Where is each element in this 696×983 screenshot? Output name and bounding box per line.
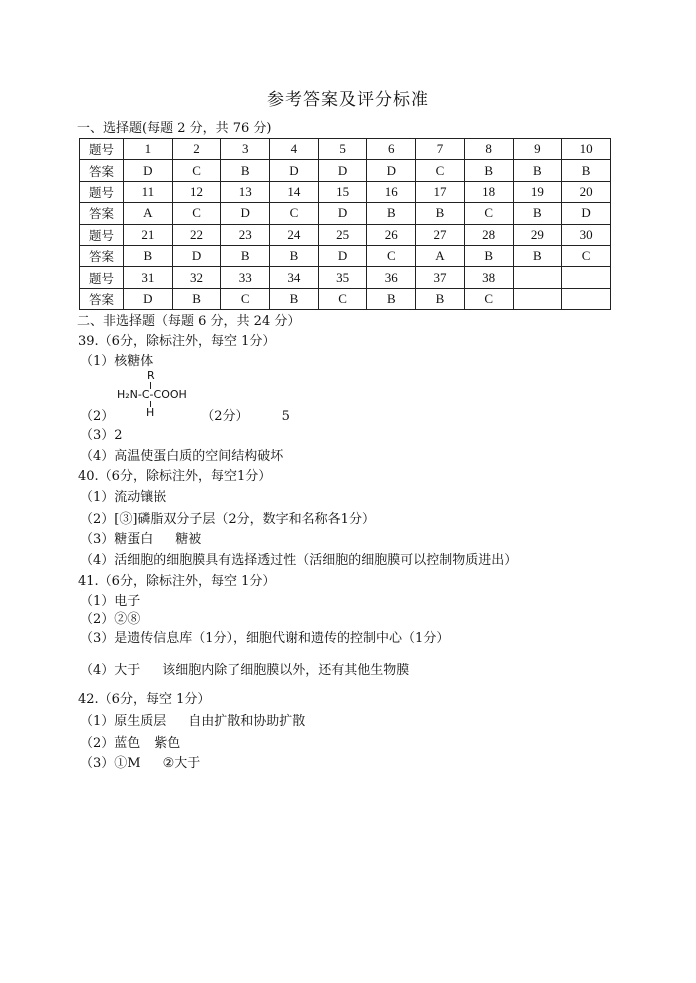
q41-header: 41.（6分，除标注外，每空 1分） (78, 574, 276, 589)
question-number-cell: 10 (562, 139, 611, 160)
question-number-cell: 21 (124, 224, 173, 245)
question-number-cell (562, 267, 611, 288)
answer-cell: B (562, 160, 611, 181)
answer-cell: C (221, 288, 270, 309)
page-title: 参考答案及评分标准 (267, 90, 429, 110)
answer-cell: B (367, 203, 416, 224)
answer-cell: B (464, 245, 513, 266)
formula-backbone: H₂N-C-COOH (117, 388, 187, 401)
row-label-answer: 答案 (80, 288, 124, 309)
formula-h: H (146, 406, 155, 419)
question-number-cell: 24 (270, 224, 319, 245)
question-number-cell: 18 (464, 181, 513, 202)
q40-a3-part1: （3）糖蛋白 (80, 532, 154, 547)
question-number-cell: 8 (464, 139, 513, 160)
answer-cell: B (221, 160, 270, 181)
q42-answer-3 (80, 755, 200, 772)
table-row (80, 267, 611, 288)
question-number-cell: 32 (172, 267, 221, 288)
q40-header: 40.（6分，除标注外，每空1分） (78, 469, 272, 484)
question-number-cell: 1 (124, 139, 173, 160)
section1-heading: 一、选择题(每题 2 分，共 76 分) (77, 121, 272, 136)
question-number-cell: 7 (416, 139, 465, 160)
question-number-cell: 25 (318, 224, 367, 245)
table-row (80, 181, 611, 202)
question-number-cell: 4 (270, 139, 319, 160)
q39-header: 39.（6分，除标注外，每空 1分） (78, 334, 276, 349)
q42-a3-part1: （3）①M (80, 756, 141, 771)
question-number-cell: 37 (416, 267, 465, 288)
table-row (80, 139, 611, 160)
question-number-cell: 12 (172, 181, 221, 202)
question-number-cell: 20 (562, 181, 611, 202)
answer-cell: C (464, 288, 513, 309)
question-number-cell: 34 (270, 267, 319, 288)
answer-cell (562, 288, 611, 309)
q41-a4-part1: （4）大于 (80, 663, 141, 678)
question-number-cell: 6 (367, 139, 416, 160)
answer-cell: C (562, 245, 611, 266)
question-number-cell: 11 (124, 181, 173, 202)
answer-cell: C (318, 288, 367, 309)
answer-cell: D (562, 203, 611, 224)
q42-answer-1 (80, 713, 305, 730)
table-row (80, 245, 611, 266)
formula-r-group: R (147, 369, 155, 382)
answer-cell: D (221, 203, 270, 224)
q42-answer-2 (80, 735, 180, 752)
q39-answer-4: （4）高温使蛋白质的空间结构破坏 (80, 449, 284, 464)
answer-cell: A (124, 203, 173, 224)
row-label-question: 题号 (80, 224, 124, 245)
question-number-cell (513, 267, 562, 288)
question-number-cell: 27 (416, 224, 465, 245)
answer-cell: B (367, 288, 416, 309)
q39-answer-3: （3）2 (80, 428, 123, 443)
answer-cell: B (513, 203, 562, 224)
q41-answer-3: （3）是遗传信息库（1分），细胞代谢和遗传的控制中心（1分） (80, 631, 450, 646)
answer-cell: C (172, 160, 221, 181)
q42-a3-part2: ②大于 (162, 756, 201, 771)
answer-cell: B (221, 245, 270, 266)
answer-cell: B (124, 245, 173, 266)
question-number-cell: 19 (513, 181, 562, 202)
question-number-cell: 15 (318, 181, 367, 202)
answer-cell (513, 288, 562, 309)
question-number-cell: 5 (318, 139, 367, 160)
q41-answer-2: （2）②⑧ (80, 612, 141, 627)
answer-cell: B (270, 245, 319, 266)
q41-answer-4 (80, 662, 409, 679)
q40-answer-1: （1）流动镶嵌 (80, 490, 167, 505)
answer-cell: C (416, 160, 465, 181)
q40-answer-4: （4）活细胞的细胞膜具有选择透过性（活细胞的细胞膜可以控制物质进出） (80, 553, 518, 568)
q41-a4-part2: 该细胞内除了细胞膜以外，还有其他生物膜 (162, 663, 410, 678)
answer-cell: D (367, 160, 416, 181)
question-number-cell: 33 (221, 267, 270, 288)
answer-cell: B (416, 203, 465, 224)
table-row (80, 203, 611, 224)
q39-a2-points: （2分） (201, 409, 249, 424)
answer-cell: B (270, 288, 319, 309)
table-row (80, 288, 611, 309)
q42-a2-part2: 紫色 (154, 736, 181, 751)
question-number-cell: 3 (221, 139, 270, 160)
question-number-cell: 38 (464, 267, 513, 288)
q42-a1-part1: （1）原生质层 (80, 714, 167, 729)
q41-answer-1: （1）电子 (80, 594, 141, 609)
row-label-answer: 答案 (80, 245, 124, 266)
q40-answer-3 (80, 531, 201, 548)
answer-cell: B (513, 160, 562, 181)
row-label-answer: 答案 (80, 160, 124, 181)
table-row (80, 224, 611, 245)
question-number-cell: 9 (513, 139, 562, 160)
question-number-cell: 16 (367, 181, 416, 202)
q39-a2-number: 5 (281, 409, 290, 424)
question-number-cell: 23 (221, 224, 270, 245)
section2-heading: 二、非选择题（每题 6 分，共 24 分） (77, 314, 301, 329)
q42-a1-part2: 自由扩散和协助扩散 (188, 714, 306, 729)
answer-cell: C (464, 203, 513, 224)
question-number-cell: 26 (367, 224, 416, 245)
answer-table (79, 138, 611, 310)
q39-answer-1: （1）核糖体 (80, 354, 154, 369)
answer-cell: D (318, 203, 367, 224)
question-number-cell: 17 (416, 181, 465, 202)
answer-cell: C (270, 203, 319, 224)
row-label-answer: 答案 (80, 203, 124, 224)
question-number-cell: 36 (367, 267, 416, 288)
question-number-cell: 35 (318, 267, 367, 288)
question-number-cell: 22 (172, 224, 221, 245)
answer-cell: A (416, 245, 465, 266)
q42-a2-part1: （2）蓝色 (80, 736, 141, 751)
question-number-cell: 31 (124, 267, 173, 288)
q40-answer-2: （2）[③]磷脂双分子层（2分，数字和名称各1分） (80, 512, 375, 527)
question-number-cell: 14 (270, 181, 319, 202)
row-label-question: 题号 (80, 181, 124, 202)
table-row (80, 160, 611, 181)
question-number-cell: 28 (464, 224, 513, 245)
answer-cell: B (416, 288, 465, 309)
answer-cell: D (270, 160, 319, 181)
question-number-cell: 30 (562, 224, 611, 245)
answer-cell: D (124, 288, 173, 309)
answer-cell: B (464, 160, 513, 181)
row-label-question: 题号 (80, 267, 124, 288)
q39-a2-prefix: （2） (80, 409, 115, 424)
q42-header: 42.（6分，每空 1分） (78, 692, 211, 707)
answer-cell: B (172, 288, 221, 309)
answer-cell: D (318, 245, 367, 266)
question-number-cell: 2 (172, 139, 221, 160)
answer-cell: C (367, 245, 416, 266)
answer-cell: B (513, 245, 562, 266)
answer-cell: D (318, 160, 367, 181)
answer-cell: C (172, 203, 221, 224)
answer-cell: D (172, 245, 221, 266)
q40-a3-part2: 糖被 (175, 532, 202, 547)
row-label-question: 题号 (80, 139, 124, 160)
question-number-cell: 13 (221, 181, 270, 202)
q39-answer-2 (80, 408, 290, 425)
answer-cell: D (124, 160, 173, 181)
question-number-cell: 29 (513, 224, 562, 245)
